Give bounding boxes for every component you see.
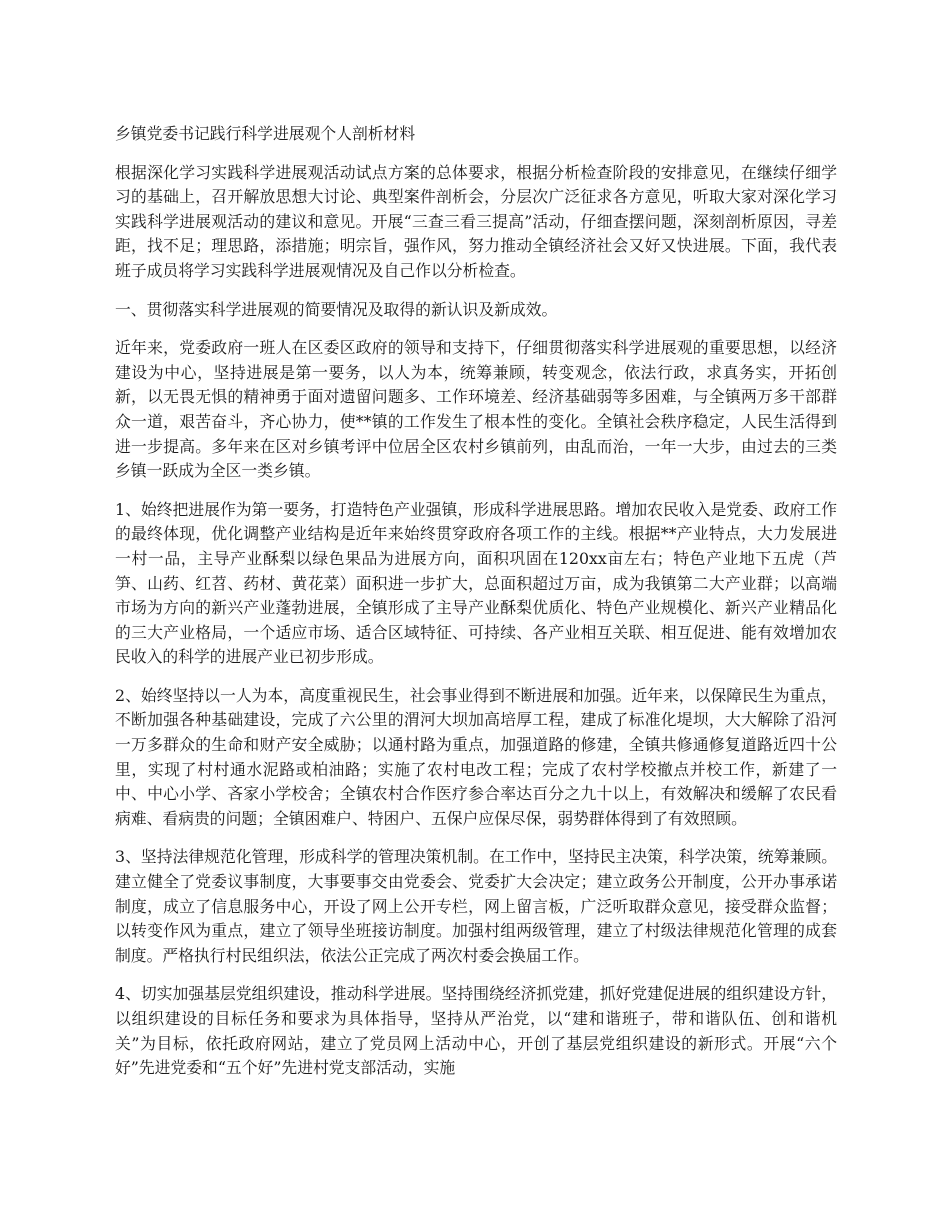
point-2-paragraph: 2、始终坚持以一人为本，高度重视民生，社会事业得到不断进展和加强。近年来，以保障民生为重点，不断加强各种基础建设，完成了六公里的渭河大坝加高培厚工程，建成了标准化堤坝，大大解除了沿河一万多群众的生命和财产安全威胁；以通村路为重点，加强道路的修建，全镇共修通修复道路近四十公里，实现了村村通水泥路或柏油路；实施了农村电改工程；完成了农村学校撤点并校工作，新建了一中、中心小学、吝家小学校舍；全镇农村合作医疗参合率达百分之九十以上，有效解决和缓解了农民看病难、看病贵的问题；全镇困难户、特困户、五保户应保尽保，弱势群体得到了有效照顾。 <box>115 685 837 828</box>
intro-paragraph: 根据深化学习实践科学进展观活动试点方案的总体要求，根据分析检查阶段的安排意见，在继续仔细学习的基础上，召开解放思想大讨论、典型案件剖析会，分层次广泛征求各方意见，听取大家对深化学习实践科学进展观活动的建议和意见。开展“三查三看三提高”活动，仔细查摆问题，深刻剖析原因，寻差距，找不足；理思路，添措施；明宗旨，强作风，努力推动全镇经济社会又好又快进展。下面，我代表班子成员将学习实践科学进展观情况及自己作以分析检查。 <box>115 162 837 280</box>
document-title: 乡镇党委书记践行科学进展观个人剖析材料 <box>115 124 416 143</box>
section-body-paragraph: 近年来，党委政府一班人在区委区政府的领导和支持下，仔细贯彻落实科学进展观的重要思想，以经济建设为中心，坚持进展是第一要务，以人为本，统筹兼顾，转变观念，依法行政，求真务实，开拓创新，以无畏无惧的精神勇于面对遗留问题多、工作环境差、经济基础弱等多困难，与全镇两万多干部群众一道，艰苦奋斗，齐心协力，使**镇的工作发生了根本性的变化。全镇社会秩序稳定，人民生活得到进一步提高。多年来在区对乡镇考评中位居全区农村乡镇前列，由乱而治，一年一大步，由过去的三类乡镇一跃成为全区一类乡镇。 <box>115 338 837 481</box>
document-page <box>115 122 837 1095</box>
section-heading: 一、贯彻落实科学进展观的简要情况及取得的新认识及新成效。 <box>115 299 558 319</box>
point-1-paragraph: 1、始终把进展作为第一要务，打造特色产业强镇，形成科学进展思路。增加农民收入是党委、政府工作的最终体现，优化调整产业结构是近年来始终贯穿政府各项工作的主线。根据**产业特点，大力发展进一村一品，主导产业酥梨以绿色果品为进展方向，面积巩固在120xx亩左右；特色产业地下五虎（芦笋、山药、红苕、药材、黄花菜）面积进一步扩大，总面积超过万亩，成为我镇第二大产业群；以高端市场为方向的新兴产业蓬勃进展，全镇形成了主导产业酥梨优质化、特色产业规模化、新兴产业精品化的三大产业格局，一个适应市场、适合区域特征、可持续、各产业相互关联、相互促进、能有效增加农民收入的科学的进展产业已初步形成。 <box>115 499 837 667</box>
point-3-paragraph: 3、坚持法律规范化管理，形成科学的管理决策机制。在工作中，坚持民主决策，科学决策，统筹兼顾。建立健全了党委议事制度，大事要事交由党委会、党委扩大会决定；建立政务公开制度，公开办事承诺制度，成立了信息服务中心，开设了网上公开专栏，网上留言板，广泛听取群众意见，接受群众监督；以转变作风为重点，建立了领导坐班接访制度。加强村组两级管理，建立了村级法律规范化管理的成套制度。严格执行村民组织法，依法公正完成了两次村委会换届工作。 <box>115 847 837 965</box>
point-4-paragraph: 4、切实加强基层党组织建设，推动科学进展。坚持围绕经济抓党建，抓好党建促进展的组织建设方针，以组织建设的目标任务和要求为具体指导，坚持从严治党，以“建和谐班子，带和谐队伍、创和谐机关”为目标，依托政府网站，建立了党员网上活动中心，开创了基层党组织建设的新形式。开展“六个好”先进党委和“五个好”先进村党支部活动，实施 <box>115 984 837 1078</box>
